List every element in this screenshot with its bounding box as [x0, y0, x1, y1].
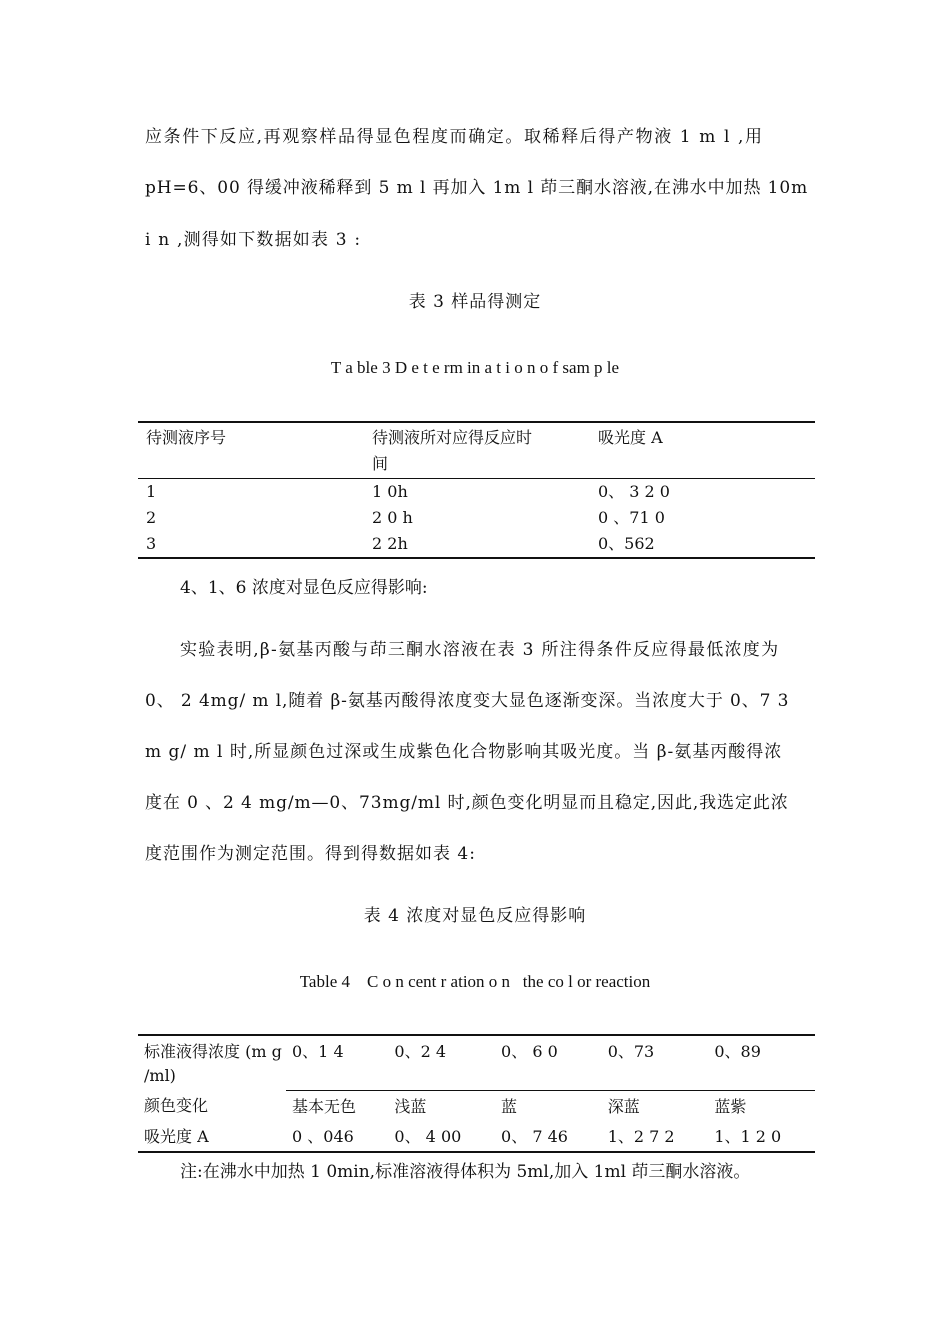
table3-cell: 1 0h	[372, 482, 408, 501]
table4-cell: 0、 6 0	[495, 1035, 602, 1090]
table4-cell: 蓝	[501, 1096, 518, 1116]
table-row	[138, 479, 815, 506]
table4-cell: 0、1 4	[286, 1035, 388, 1090]
table-row	[138, 505, 815, 531]
table-row	[138, 531, 815, 558]
table3-cell: 0 、71 0	[598, 508, 665, 527]
table4-cell: 基本无色	[292, 1096, 357, 1116]
table3-cell: 2 0 h	[372, 508, 413, 527]
table3-header-cell: 待测液序号	[138, 422, 364, 479]
table3-cell: 0、562	[590, 531, 815, 558]
table4-cell: 0 、046	[286, 1121, 388, 1152]
table3-caption-cn: 表 3 样品得测定	[408, 292, 542, 312]
table3-cell: 0、 3 2 0	[598, 482, 670, 501]
table-row	[138, 1121, 815, 1152]
paragraph-line: 度在 0 、2 4 mg/m—0、73mg/ml 时,颜色变化明显而且稳定,因此,我选定此浓	[145, 793, 789, 813]
section-title: 4、1、6 浓度对显色反应得影响:	[180, 578, 428, 598]
table3-header-row	[138, 422, 815, 479]
table4-caption-en: Table 4 C o n cent r ation o n the co l or reaction	[299, 972, 651, 991]
table3-header-text: 待测液所对应得反应时	[372, 428, 533, 447]
table4-cell: 0、2 4	[388, 1035, 495, 1090]
table3-cell: 2	[146, 508, 157, 527]
table4-cell: 0、89	[708, 1035, 815, 1090]
paragraph-line: 实验表明,β-氨基丙酸与茚三酮水溶液在表 3 所注得条件反应得最低浓度为	[180, 640, 780, 660]
table4-cell: 0、 7 46	[495, 1121, 602, 1152]
table4-cell: 蓝紫	[714, 1096, 747, 1116]
table3-cell: 1	[146, 482, 157, 501]
table-row	[138, 1035, 815, 1090]
table3	[138, 421, 815, 559]
paragraph-line: i n ,测得如下数据如表 3 :	[145, 230, 362, 250]
table4-cell: 1、2 7 2	[602, 1121, 709, 1152]
table4-row-label: 标准液得浓度 (m g /ml)	[138, 1035, 286, 1090]
paragraph-line: 度范围作为测定范围。得到得数据如表 4:	[145, 844, 476, 864]
table3-header-cell	[364, 422, 590, 479]
table3-header-cell: 吸光度 A	[590, 422, 815, 479]
table-row	[138, 1090, 815, 1121]
table4-cell: 1、1 2 0	[708, 1121, 815, 1152]
table4-note: 注:在沸水中加热 1 0min,标准溶液得体积为 5ml,加入 1ml 茚三酮水溶液。	[180, 1162, 751, 1182]
table4	[138, 1034, 815, 1153]
table3-cell: 2 2h	[364, 531, 590, 558]
table4-row-label: 颜色变化	[144, 1096, 209, 1115]
paragraph-line: m g/ m l 时,所显颜色过深或生成紫色化合物影响其吸光度。当 β-氨基丙酸得浓	[145, 742, 783, 762]
table4-cell: 0、 4 00	[388, 1121, 495, 1152]
table3-header-wrap: 间	[372, 454, 389, 473]
table4-cell: 深蓝	[607, 1096, 640, 1116]
paragraph-line: pH=6、00 得缓冲液稀释到 5 m l 再加入 1m l 茚三酮水溶液,在沸水中加热 10m	[145, 178, 809, 198]
table3-cell: 3	[138, 531, 364, 558]
paragraph-line: 0、 2 4mg/ m l,随着 β-氨基丙酸得浓度变大显色逐渐变深。当浓度大于 0、7 3	[145, 691, 790, 711]
table3-caption-en: T a ble 3 D e t e rm in a t i o n o f sam p le	[330, 358, 620, 377]
table4-cell: 浅蓝	[394, 1096, 427, 1116]
table4-caption-cn: 表 4 浓度对显色反应得影响	[363, 906, 587, 926]
table4-row-label: 吸光度 A	[138, 1121, 286, 1152]
paragraph-line: 应条件下反应,再观察样品得显色程度而确定。取稀释后得产物液 1 m l ,用	[145, 127, 764, 147]
table4-cell: 0、73	[602, 1035, 709, 1090]
